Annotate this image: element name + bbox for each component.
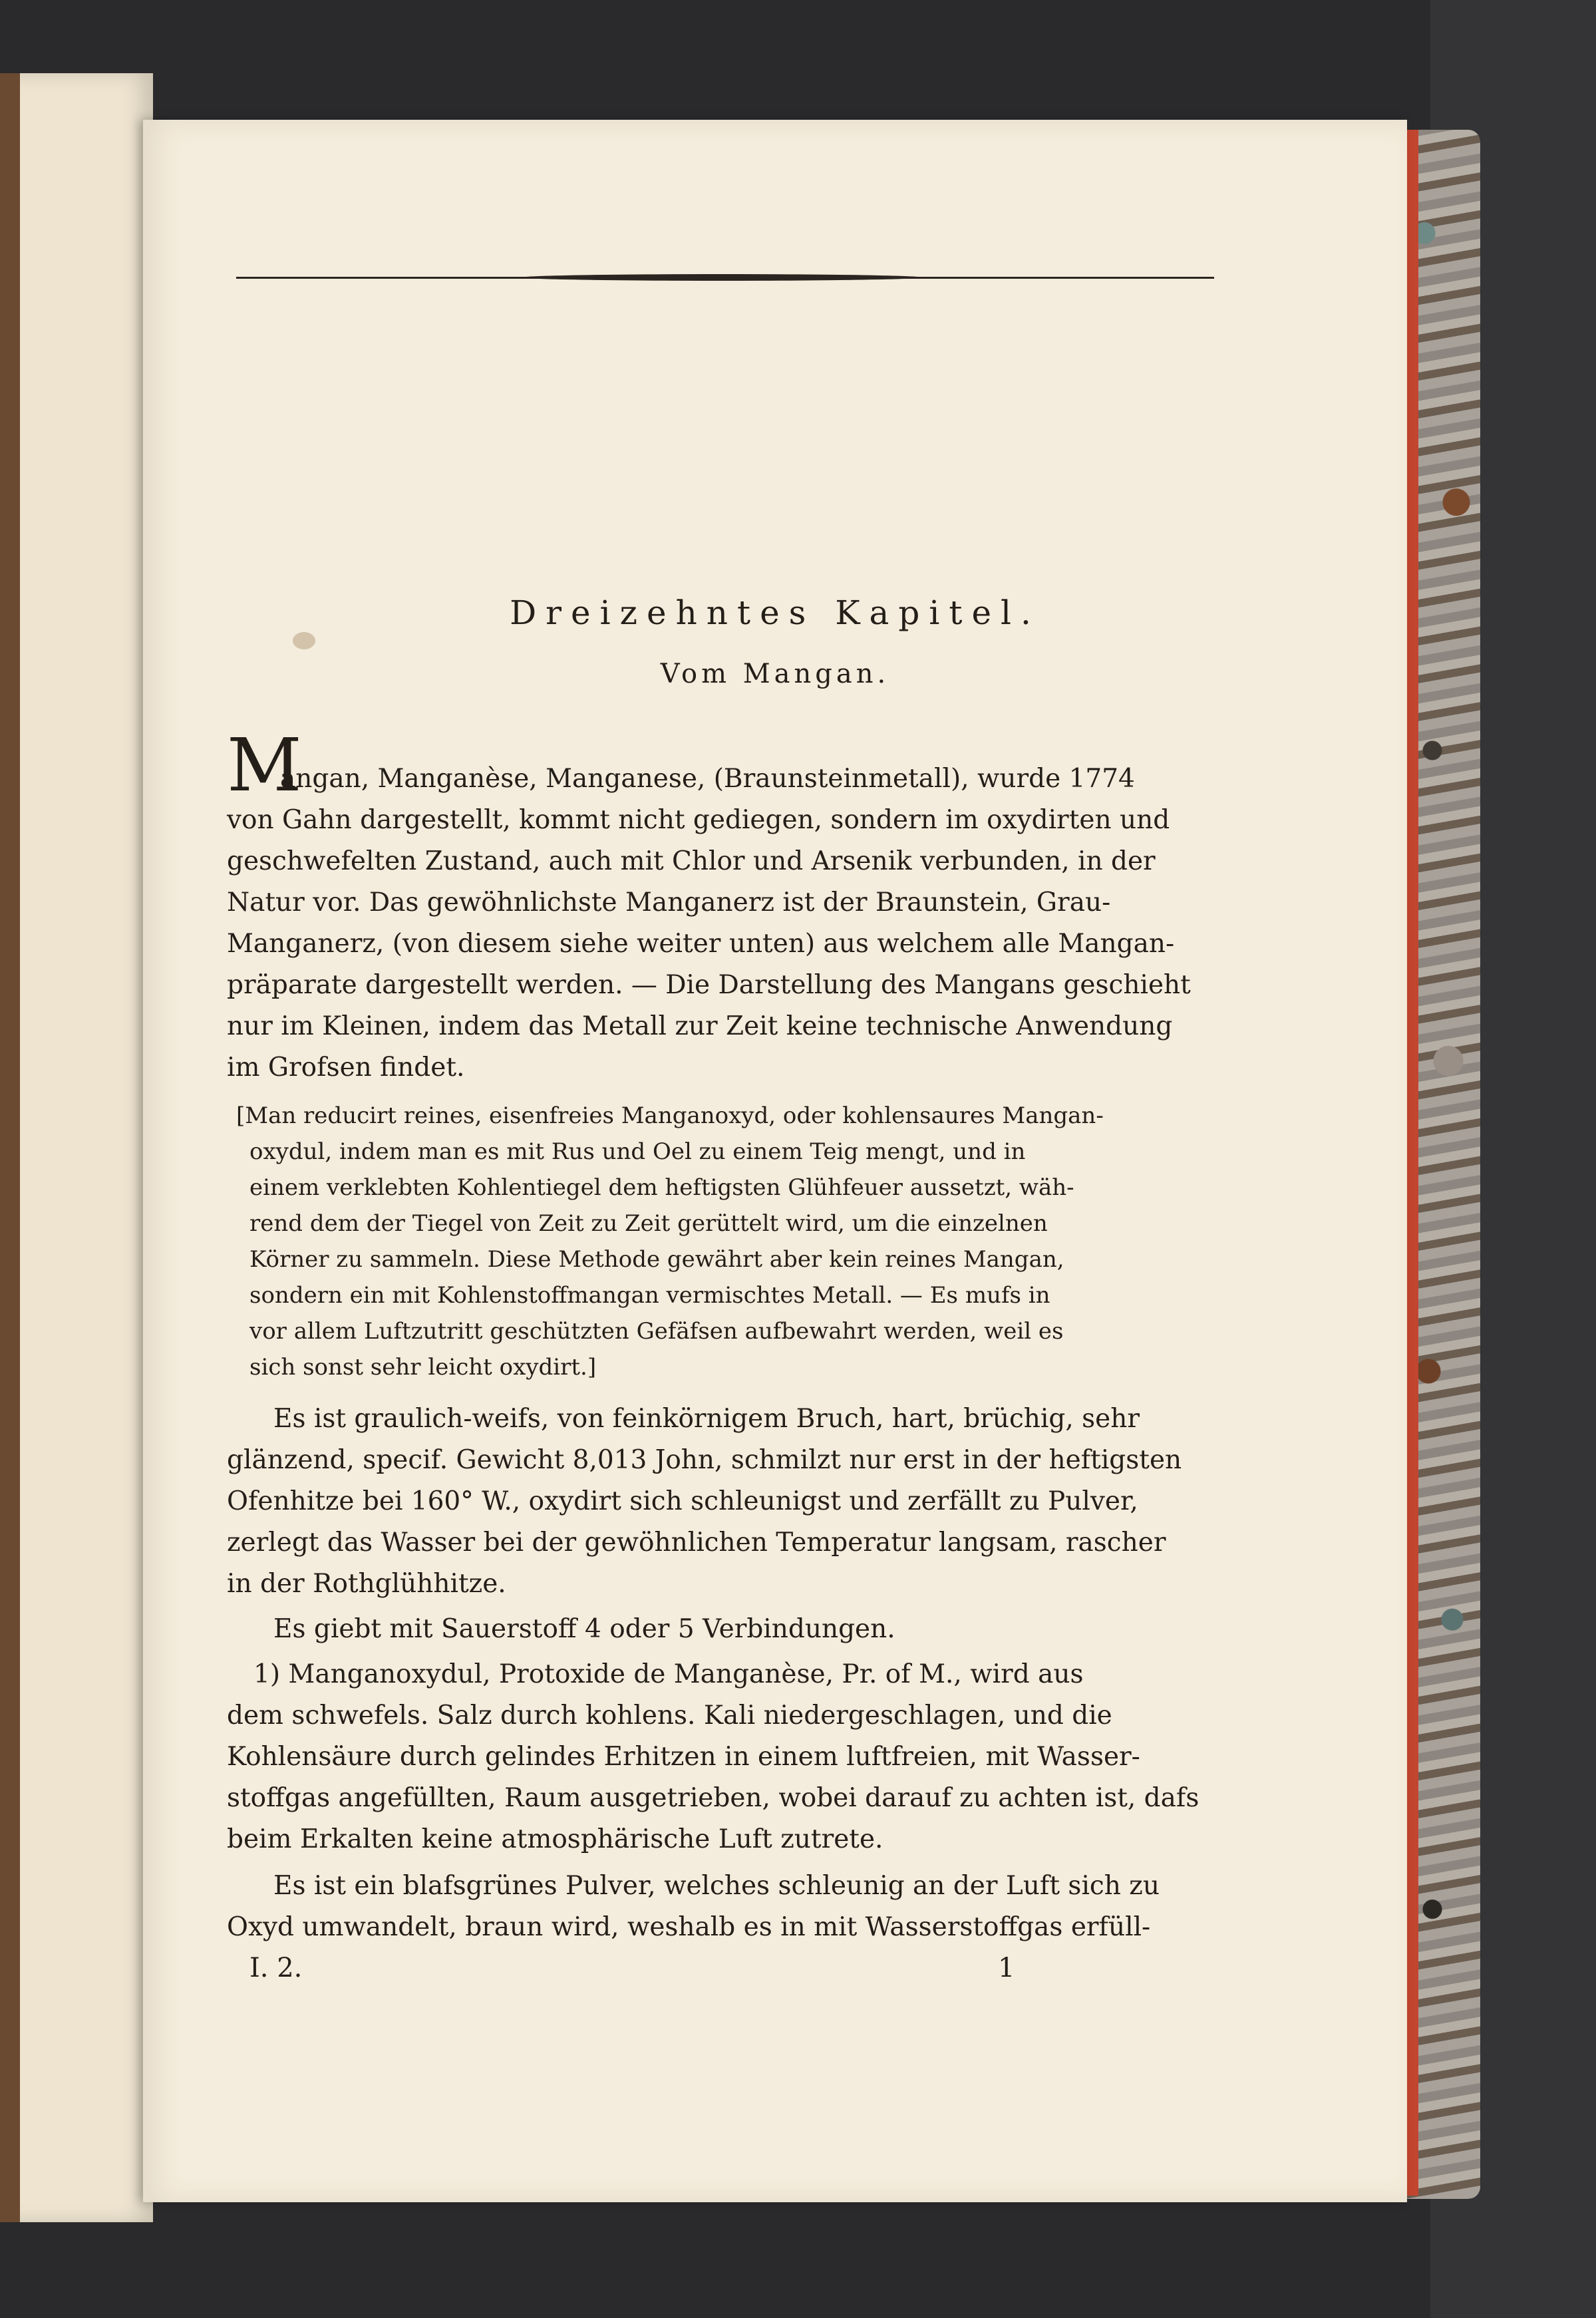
text-line: Ofenhitze bei 160° W., oxydirt sich schleunigst und zerfällt zu Pulver, [227, 1486, 1138, 1516]
text-line: Natur vor. Das gewöhnlichste Manganerz ist der Braunstein, Grau- [227, 888, 1111, 917]
small-text-line: rend dem der Tiegel von Zeit zu Zeit gerüttelt wird, um die einzelnen [249, 1210, 1048, 1237]
chapter-subtitle: Vom Mangan. [660, 659, 890, 689]
text-line: 1) Manganoxydul, Protoxide de Manganèse, Pr. of M., wird aus [253, 1659, 1084, 1689]
text-line: Kohlensäure durch gelindes Erhitzen in einem luftfreien, mit Wasser- [227, 1742, 1140, 1772]
text-line: Oxyd umwandelt, braun wird, weshalb es in mit Wasserstoffgas erfüll- [227, 1912, 1151, 1942]
text-line: geschwefelten Zustand, auch mit Chlor und Arsenik verbunden, in der [227, 846, 1156, 876]
text-line: Es ist ein blafsgrünes Pulver, welches schleunig an der Luft sich zu [273, 1871, 1160, 1901]
small-text-line: vor allem Luftzutritt geschützten Gefäfsen aufbewahrt werden, weil es [249, 1318, 1064, 1345]
small-text-line: Körner zu sammeln. Diese Methode gewährt aber kein reines Mangan, [249, 1246, 1064, 1273]
signature-mark: I. 2. [249, 1953, 303, 1983]
text-line: von Gahn dargestellt, kommt nicht gediegen, sondern im oxydirten und [227, 805, 1170, 835]
book-page [143, 120, 1407, 2202]
text-line: in der Rothglühhitze. [227, 1569, 506, 1599]
chapter-title: Dreizehntes Kapitel. [510, 593, 1040, 632]
page-number: 1 [998, 1953, 1015, 1983]
small-text-line: oxydul, indem man es mit Rus und Oel zu einem Teig mengt, und in [249, 1138, 1026, 1165]
small-text-line: einem verklebten Kohlentiegel dem heftigsten Glühfeuer aussetzt, wäh- [249, 1174, 1074, 1201]
left-facing-page [0, 73, 153, 2222]
small-text-line: sondern ein mit Kohlenstoffmangan vermischtes Metall. — Es mufs in [249, 1282, 1050, 1309]
small-text-line: sich sonst sehr leicht oxydirt.] [249, 1354, 597, 1381]
text-line: nur im Kleinen, indem das Metall zur Zeit keine technische Anwendung [227, 1011, 1173, 1041]
text-line: Es ist graulich-weifs, von feinkörnigem Bruch, hart, brüchig, sehr [273, 1404, 1140, 1434]
text-line: stoffgas angefüllten, Raum ausgetrieben, wobei darauf zu achten ist, dafs [227, 1783, 1199, 1813]
small-text-line: [Man reducirt reines, eisenfreies Manganoxyd, oder kohlensaures Mangan- [236, 1102, 1104, 1129]
text-line: zerlegt das Wasser bei der gewöhnlichen Temperatur langsam, rascher [227, 1528, 1166, 1558]
text-line: präparate dargestellt werden. — Die Darstellung des Mangans geschieht [227, 970, 1191, 1000]
header-rule [236, 274, 1214, 281]
text-line: glänzend, specif. Gewicht 8,013 John, schmilzt nur erst in der heftigsten [227, 1445, 1182, 1475]
text-line: Manganerz, (von diesem siehe weiter unten) aus welchem alle Mangan- [227, 929, 1175, 959]
left-book-edge [0, 73, 20, 2222]
text-line: angan, Manganèse, Manganese, (Braunsteinmetall), wurde 1774 [280, 764, 1135, 794]
red-page-edge [1405, 130, 1418, 2196]
dropcap-letter: M [227, 723, 302, 808]
text-line: dem schwefels. Salz durch kohlens. Kali niedergeschlagen, und die [227, 1701, 1112, 1731]
text-line: beim Erkalten keine atmosphärische Luft zutrete. [227, 1824, 883, 1854]
text-line: im Grofsen findet. [227, 1053, 465, 1082]
foxing-spot [293, 632, 315, 649]
text-line: Es giebt mit Sauerstoff 4 oder 5 Verbindungen. [273, 1614, 895, 1644]
